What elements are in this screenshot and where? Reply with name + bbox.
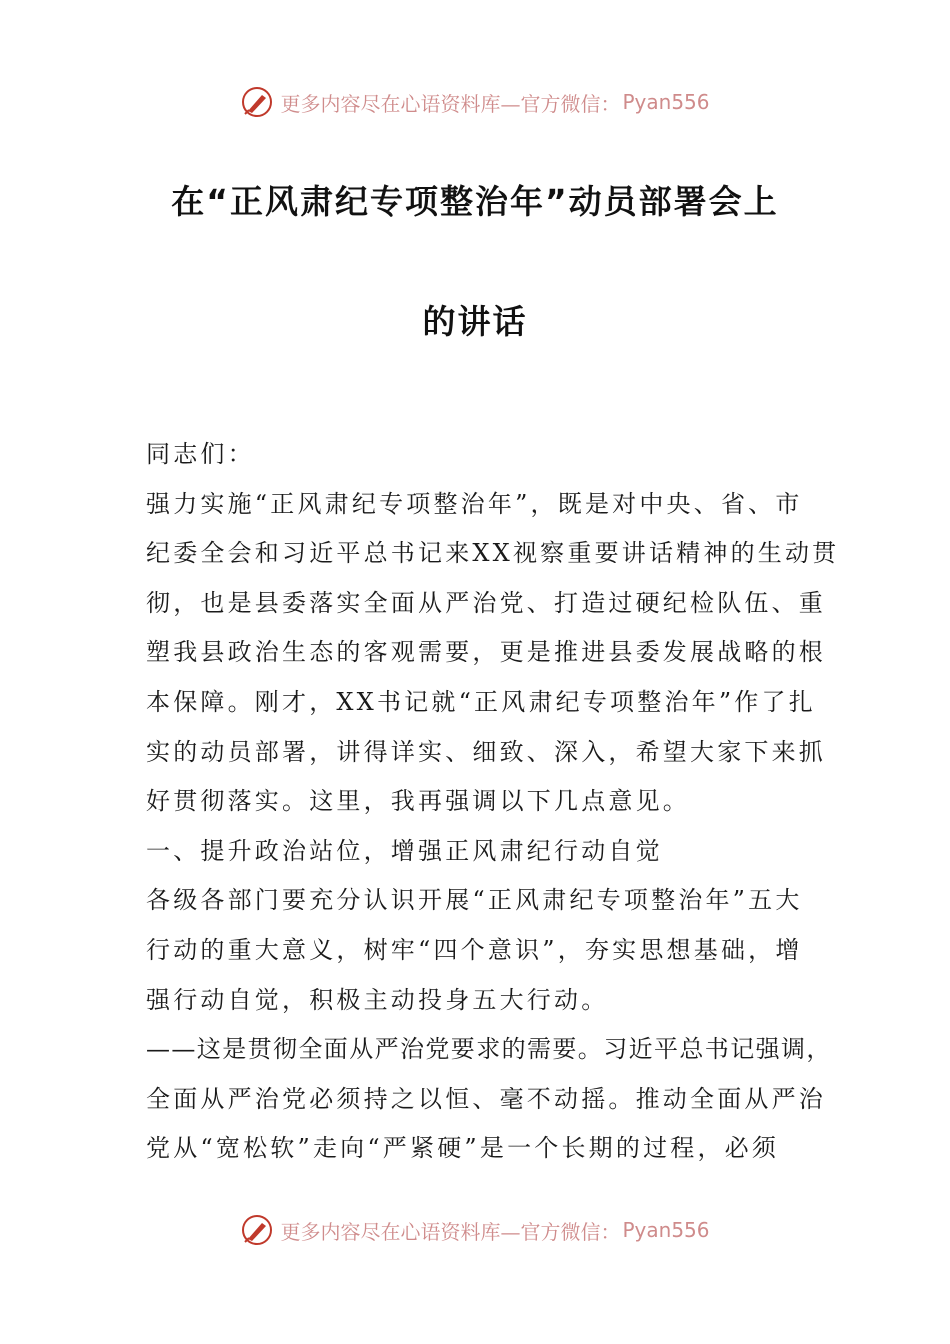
section-heading: 一、提升政治站位，增强正风肃纪行动自觉 <box>146 836 663 865</box>
document-body <box>146 430 840 1174</box>
banner-wechat-id: Pyan556 <box>622 1218 710 1242</box>
salutation: 同志们： <box>146 440 255 468</box>
body-line: 塑我县政治生态的客观需要，更是推进县委发展战略的根 <box>146 638 826 667</box>
banner-wechat-id: Pyan556 <box>622 90 710 114</box>
footer-watermark-banner <box>0 1210 950 1250</box>
body-line: 实的动员部署，讲得详实、细致、深入，希望大家下来抓 <box>146 737 826 766</box>
body-line: 彻，也是县委落实全面从严治党、打造过硬纪检队伍、重 <box>146 588 826 617</box>
banner-text: 更多内容尽在心语资料库—官方微信： <box>280 91 621 116</box>
body-line: 行动的重大意义，树牢“四个意识”，夯实思想基础，增 <box>146 935 803 964</box>
body-line: 强行动自觉，积极主动投身五大行动。 <box>146 985 609 1014</box>
body-line: 全面从严治党必须持之以恒、毫不动摇。推动全面从严治 <box>146 1084 826 1113</box>
header-watermark-banner <box>0 82 950 122</box>
banner-text: 更多内容尽在心语资料库—官方微信： <box>280 1219 621 1244</box>
body-line: 强力实施“正风肃纪专项整治年”，既是对中央、省、市 <box>146 489 803 518</box>
pen-logo-icon <box>240 1213 274 1247</box>
body-line: 好贯彻落实。这里，我再强调以下几点意见。 <box>146 787 690 816</box>
body-line: 纪委全会和习近平总书记来XX视察重要讲话精神的生动贯 <box>146 539 840 568</box>
document-title-line-1: 在“正风肃纪专项整治年”动员部署会上 <box>171 182 779 221</box>
body-line: ——这是贯彻全面从严治党要求的需要。习近平总书记强调， <box>146 1035 832 1064</box>
body-line: 各级各部门要充分认识开展“正风肃纪专项整治年”五大 <box>146 886 803 915</box>
body-line: 党从“宽松软”走向“严紧硬”是一个长期的过程，必须 <box>146 1134 780 1163</box>
document-title-line-2: 的讲话 <box>422 302 528 341</box>
body-line: 本保障。刚才，XX书记就“正风肃纪专项整治年”作了扎 <box>146 687 816 716</box>
pen-logo-icon <box>240 85 274 119</box>
